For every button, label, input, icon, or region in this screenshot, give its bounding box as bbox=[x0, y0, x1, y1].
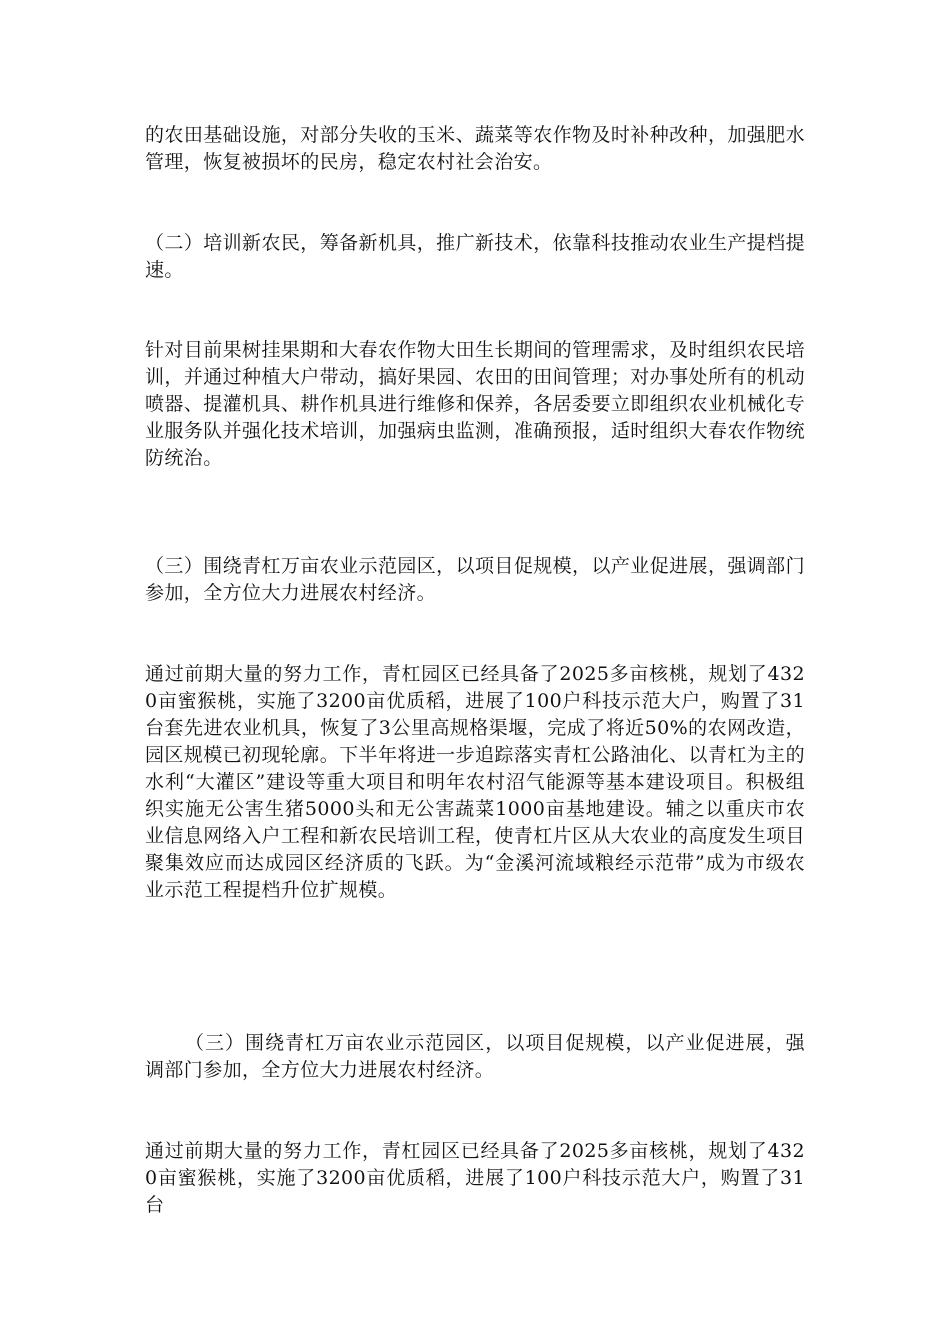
heading-section-three: （三）围绕青杠万亩农业示范园区，以项目促规模，以产业促进展，强调部门参加，全方位大力进展农村经济。 bbox=[145, 555, 805, 604]
heading-section-two: （二）培训新农民，筹备新机具，推广新技术，依靠科技推动农业生产提档提速。 bbox=[145, 232, 805, 281]
paragraph-farmer-training: 针对目前果树挂果期和大春农作物大田生长期间的管理需求，及时组织农民培训，并通过种植大户带动，搞好果园、农田的田间管理；对办事处所有的机动喷器、提灌机具、耕作机具进行维修和保养，各居委要立即组织农业机械化专业服务队并强化技术培训，加强病虫监测，准确预报，适时组织大春农作物统防统治。 bbox=[145, 339, 805, 469]
heading-section-three-repeat: （三）围绕青杠万亩农业示范园区，以项目促规模，以产业促进展，强调部门参加，全方位大力进展农村经济。 bbox=[145, 1032, 805, 1081]
paragraph-qinggang-park-repeat: 通过前期大量的努力工作，青杠园区已经具备了2025多亩核桃，规划了4320亩蜜猴桃，实施了3200亩优质稻，进展了100户科技示范大户，购置了31台 bbox=[145, 1140, 805, 1216]
paragraph-qinggang-park: 通过前期大量的努力工作，青杠园区已经具备了2025多亩核桃，规划了4320亩蜜猴桃，实施了3200亩优质稻，进展了100户科技示范大户，购置了31台套先进农业机具，恢复了3公里高规格渠堰，完成了将近50%的农网改造，园区规模已初现轮廓。下半年将进一步追踪落实青杠公路油化、以青杠为主的水利“大灌区”建设等重大项目和明年农村沼气能源等基本建设项目。积极组织实施无公害生猪5000头和无公害蔬菜1000亩基地建设。辅之以重庆市农业信息网络入户工程和新农民培训工程，使青杠片区从大农业的高度发生项目聚集效应而达成园区经济质的飞跃。为“金溪河流域粮经示范带”成为市级农业示范工程提档升位扩规模。 bbox=[145, 663, 805, 901]
paragraph-farmland-recovery: 的农田基础设施，对部分失收的玉米、蔬菜等农作物及时补种改种，加强肥水管理，恢复被损坏的民房，稳定农村社会治安。 bbox=[145, 124, 805, 173]
